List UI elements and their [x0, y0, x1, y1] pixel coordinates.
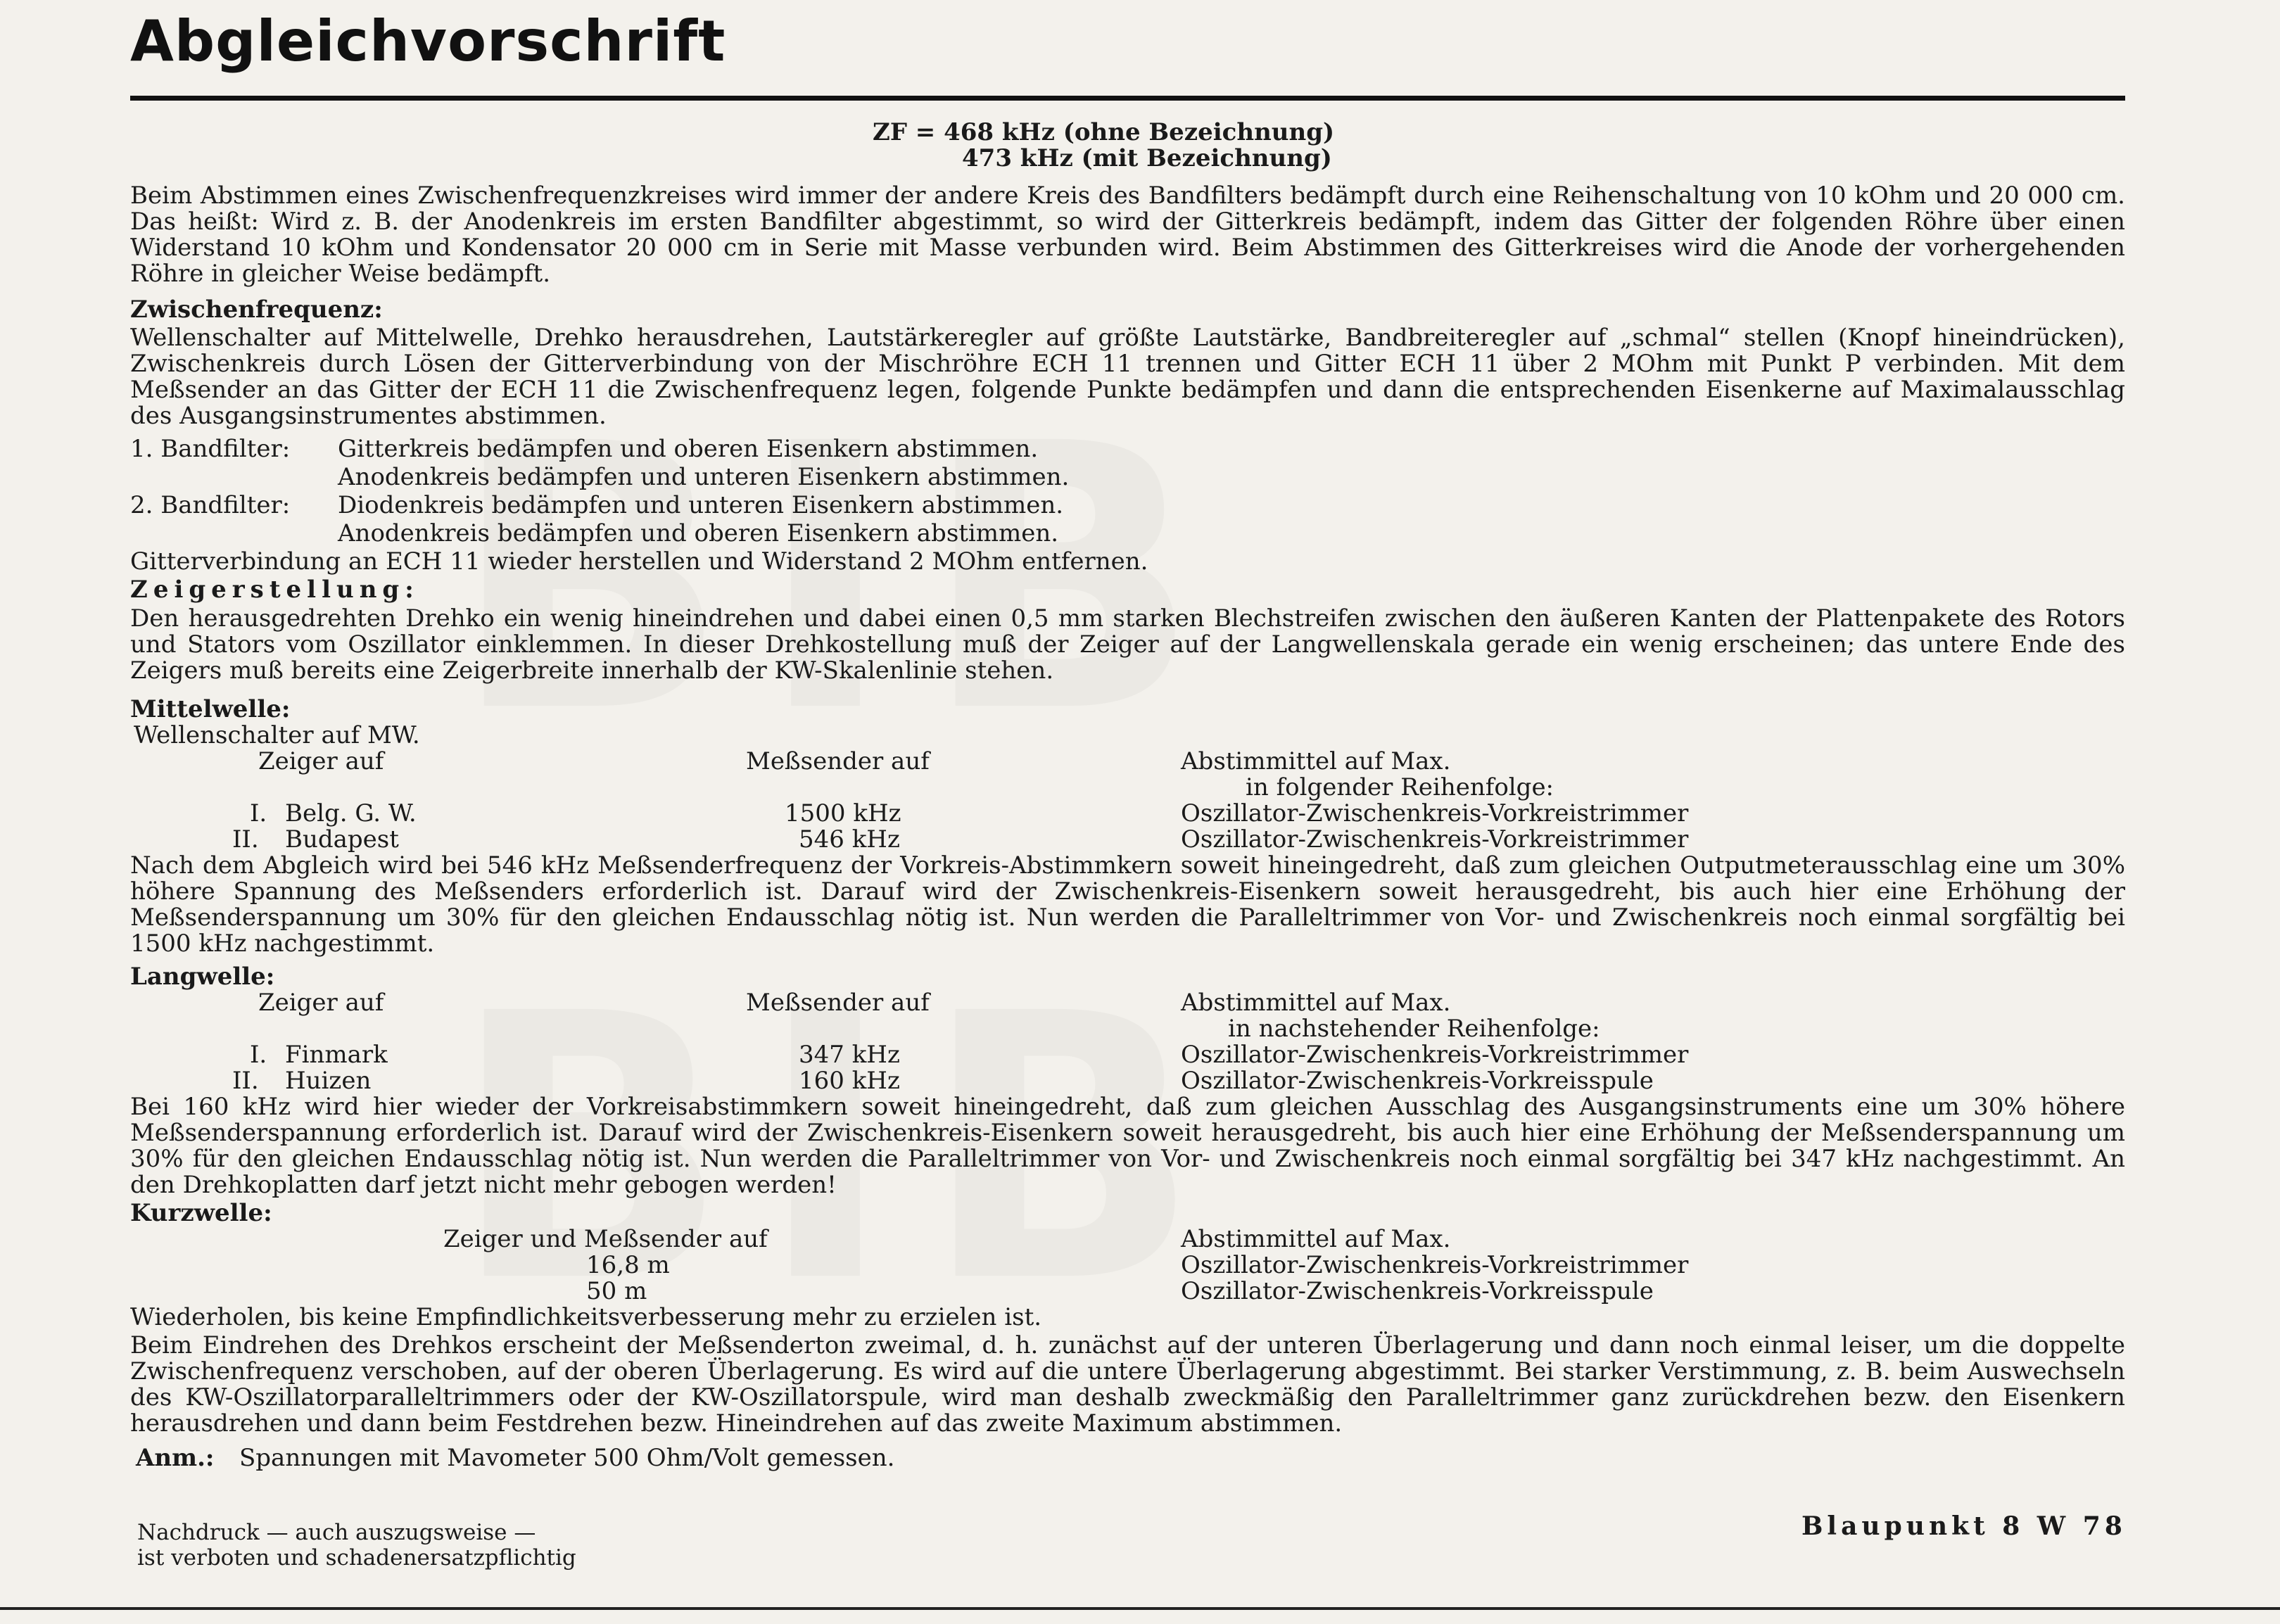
bandfilter-2-row-2 — [130, 521, 2125, 547]
kurzwelle-row-2 — [130, 1279, 2125, 1305]
bandfilter-1-label: 1. Bandfilter: — [130, 435, 291, 463]
kurzwelle-header-row — [130, 1226, 2125, 1252]
kurzwelle-col-abstimmittel: Abstimmittel auf Max. — [1181, 1225, 1451, 1253]
langwelle-col-reihenfolge: in nachstehender Reihenfolge: — [1228, 1015, 1600, 1043]
kurzwelle-row-2-method: Oszillator-Zwischenkreis-Vorkreisspule — [1181, 1277, 1654, 1305]
langwelle-col-abstimmittel: Abstimmittel auf Max. — [1181, 989, 1451, 1017]
mittelwelle-col-messsender: Meßsender auf — [746, 747, 930, 775]
mittelwelle-col-reihenfolge: in folgender Reihenfolge: — [1246, 773, 1554, 801]
zwischenfrequenz-text: Wellenschalter auf Mittelwelle, Drehko herausdrehen, Lautstärkeregler auf größte Lautstärke, Bandbreiteregler auf „schmal“ stellen (Knopf hineindrücken), Zwischenkreis durch Lösen der Gitterverbindung von der Mischröhre ECH 11 trennen und Gitter ECH 11 über 2 MOhm mit Punkt P verbinden. Mit dem Meßsender an das Gitter der ECH 11 die Zwischenfrequenz legen, folgende Punkte bedämpfen und dann die entsprechenden Eisenkerne auf Maximalausschlag des Ausgangsinstrumentes abstimmen. — [130, 324, 2125, 430]
bandfilter-1-row-1 — [130, 436, 2125, 462]
kurzwelle-section — [130, 1200, 2125, 1471]
gitterverbindung-row — [130, 549, 2125, 575]
mittelwelle-row-2-freq: 546 kHz — [799, 825, 900, 854]
kurzwelle-heading: Kurzwelle: — [130, 1199, 272, 1227]
langwelle-row-2-station: Huizen — [285, 1067, 372, 1095]
kurzwelle-row-1-method: Oszillator-Zwischenkreis-Vorkreistrimmer — [1181, 1251, 1689, 1279]
langwelle-section — [130, 964, 2125, 1198]
langwelle-row-1-num: I. — [250, 1041, 267, 1069]
mittelwelle-row-1-freq: 1500 kHz — [785, 799, 901, 827]
bottom-rule — [0, 1607, 2280, 1610]
page-title: Abgleichvorschrift — [130, 8, 726, 74]
zeigerstellung-section — [130, 577, 2125, 684]
mittelwelle-col-zeiger: Zeiger auf — [258, 747, 384, 775]
kurzwelle-repeat: Wiederholen, bis keine Empfindlichkeitsverbesserung mehr zu erzielen ist. — [130, 1303, 1042, 1331]
reprint-notice-line-2: ist verboten und schadenersatzpflichtig — [137, 1545, 576, 1571]
title-rule — [130, 96, 2125, 101]
langwelle-col-zeiger: Zeiger auf — [258, 989, 384, 1017]
mittelwelle-row-1-num: I. — [250, 799, 267, 827]
langwelle-heading: Langwelle: — [130, 963, 275, 991]
zwischenfrequenz-section — [130, 297, 2125, 429]
gitterverbindung-text: Gitterverbindung an ECH 11 wieder herstellen und Widerstand 2 MOhm entfernen. — [130, 547, 1148, 576]
kurzwelle-row-1 — [130, 1252, 2125, 1279]
zf-line-2: 473 kHz (mit Bezeichnung) — [962, 144, 1332, 172]
bandfilter-1-line-1: Gitterkreis bedämpfen und oberen Eisenkern abstimmen. — [338, 435, 1039, 463]
langwelle-row-1-station: Finmark — [285, 1041, 388, 1069]
langwelle-row-1-freq: 347 kHz — [799, 1041, 900, 1069]
zf-line-1: ZF = 468 kHz (ohne Bezeichnung) — [873, 118, 1335, 146]
model-designation: Blaupunkt 8 W 78 — [1801, 1511, 2127, 1541]
langwelle-row-1 — [130, 1042, 2125, 1068]
kurzwelle-row-1-value: 16,8 m — [586, 1251, 670, 1279]
bandfilter-2-line-1: Diodenkreis bedämpfen und unteren Eisenkern abstimmen. — [338, 491, 1064, 519]
bandfilter-1-row-2 — [130, 464, 2125, 490]
kurzwelle-note: Beim Eindrehen des Drehkos erscheint der Meßsenderton zweimal, d. h. zunächst auf der unteren Überlagerung und dann noch einmal leiser, um die doppelte Zwischenfrequenz verschoben, auf der oberen Überlagerung. Es wird auf die untere Überlagerung abgestimmt. Bei starker Verstimmung, z. B. beim Auswechseln des KW-Oszillatorparalleltrimmers oder der KW-Oszillatorspule, wird man deshalb zweckmäßig den Paralleltrimmer ganz zurückdrehen bezw. den Eisenkern herausdrehen und dann beim Festdrehen bezw. Hineindrehen auf das zweite Maximum abstimmen. — [130, 1331, 2125, 1438]
mittelwelle-col-abstimmittel: Abstimmittel auf Max. — [1181, 747, 1451, 775]
langwelle-row-2-num: II. — [232, 1067, 259, 1095]
kurzwelle-row-2-value: 50 m — [586, 1277, 647, 1305]
bandfilter-list — [130, 436, 2125, 575]
zeigerstellung-heading: Zeigerstellung: — [130, 576, 419, 604]
langwelle-row-2 — [130, 1068, 2125, 1094]
mittelwelle-switch: Wellenschalter auf MW. — [134, 721, 420, 749]
langwelle-row-1-method: Oszillator-Zwischenkreis-Vorkreistrimmer — [1181, 1041, 1689, 1069]
mittelwelle-header-row-2 — [130, 775, 2125, 801]
anm-label: Anm.: — [136, 1444, 215, 1472]
zwischenfrequenz-heading: Zwischenfrequenz: — [130, 296, 383, 324]
langwelle-row-2-freq: 160 kHz — [799, 1067, 900, 1095]
anm-row — [130, 1445, 2125, 1471]
intro-paragraph: Beim Abstimmen eines Zwischenfrequenzkreises wird immer der andere Kreis des Bandfilters bedämpft durch eine Reihenschaltung von 10 kOhm und 20 000 cm. Das heißt: Wird z. B. der Anodenkreis im ersten Bandfilter abgestimmt, so wird der Gitterkreis bedämpft, indem das Gitter der folgenden Röhre über einen Widerstand 10 kOhm und Kondensator 20 000 cm in Serie mit Masse verbunden wird. Beim Abstimmen des Gitterkreises wird die Anode der vorhergehenden Röhre in gleicher Weise bedämpft. — [130, 182, 2125, 288]
bandfilter-2-label: 2. Bandfilter: — [130, 491, 291, 519]
anm-text: Spannungen mit Mavometer 500 Ohm/Volt gemessen. — [239, 1444, 895, 1472]
bandfilter-2-line-2: Anodenkreis bedämpfen und oberen Eisenkern abstimmen. — [338, 519, 1059, 547]
reprint-notice — [137, 1520, 576, 1571]
mittelwelle-note: Nach dem Abgleich wird bei 546 kHz Meßsenderfrequenz der Vorkreis-Abstimmkern soweit hineingedreht, daß zum gleichen Outputmeterausschlag eine um 30% höhere Spannung des Meßsenders erforderlich ist. Darauf wird der Zwischenkreis-Eisenkern soweit herausgedreht, bis auch hier eine Erhöhung der Meßsenderspannung um 30% für den gleichen Endausschlag nötig ist. Nun werden die Paralleltrimmer von Vor- und Zwischenkreis noch einmal sorgfältig bei 1500 kHz nachgestimmt. — [130, 851, 2125, 958]
kurzwelle-col-zeiger-messsender: Zeiger und Meßsender auf — [443, 1225, 768, 1253]
mittelwelle-switch-row — [130, 723, 2125, 749]
mittelwelle-row-2-station: Budapest — [285, 825, 399, 854]
langwelle-header-row-2 — [130, 1016, 2125, 1042]
langwelle-header-row — [130, 990, 2125, 1016]
mittelwelle-row-2 — [130, 827, 2125, 853]
mittelwelle-row-1 — [130, 801, 2125, 827]
langwelle-row-2-method: Oszillator-Zwischenkreis-Vorkreisspule — [1181, 1067, 1654, 1095]
intro-block — [130, 183, 2125, 287]
mittelwelle-row-1-method: Oszillator-Zwischenkreis-Vorkreistrimmer — [1181, 799, 1689, 827]
reprint-notice-line-1: Nachdruck — auch auszugsweise — — [137, 1520, 536, 1545]
mittelwelle-row-1-station: Belg. G. W. — [285, 799, 417, 827]
bandfilter-2-row-1 — [130, 493, 2125, 519]
mittelwelle-row-2-num: II. — [232, 825, 259, 854]
mittelwelle-section — [130, 697, 2125, 957]
zeigerstellung-text: Den herausgedrehten Drehko ein wenig hineindrehen und dabei einen 0,5 mm starken Blechstreifen zwischen den äußeren Kanten der Plattenpakete des Rotors und Stators vom Oszillator einklemmen. In dieser Drehkostellung muß der Zeiger auf der Langwellenskala gerade ein wenig erscheinen; das untere Ende des Zeigers muß bereits eine Zeigerbreite innerhalb der KW-Skalenlinie stehen. — [130, 604, 2125, 685]
mittelwelle-row-2-method: Oszillator-Zwischenkreis-Vorkreistrimmer — [1181, 825, 1689, 854]
langwelle-note: Bei 160 kHz wird hier wieder der Vorkreisabstimmkern soweit hineingedreht, daß zum gleichen Ausschlag des Ausgangsinstruments eine um 30% höhere Meßsenderspannung erforderlich ist. Darauf wird der Zwischenkreis-Eisenkern soweit herausgedreht, bis auch hier eine Erhöhung der Meßsenderspannung um 30% für den gleichen Endausschlag nötig ist. Nun werden die Paralleltrimmer von Vor- und Zwischenkreis noch einmal sorgfältig bei 347 kHz nachgestimmt. An den Drehkoplatten darf jetzt nicht mehr gebogen werden! — [130, 1093, 2125, 1199]
bandfilter-1-line-2: Anodenkreis bedämpfen und unteren Eisenkern abstimmen. — [338, 463, 1070, 491]
langwelle-col-messsender: Meßsender auf — [746, 989, 930, 1017]
mittelwelle-header-row — [130, 749, 2125, 775]
mittelwelle-heading: Mittelwelle: — [130, 695, 291, 723]
